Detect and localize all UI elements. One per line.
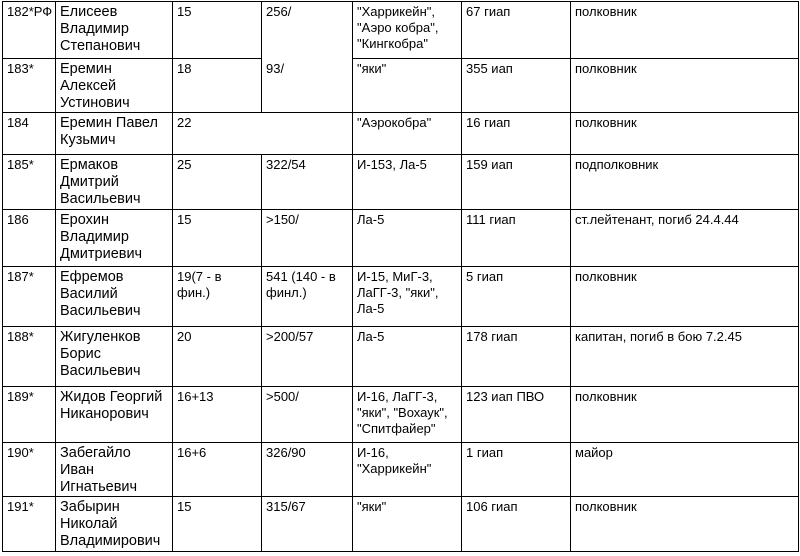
aircraft: "Аэрокобра" bbox=[353, 113, 462, 155]
rank: полковник bbox=[571, 2, 799, 59]
rank: капитан, погиб в бою 7.2.45 bbox=[571, 327, 799, 387]
pilot-name: Ермаков Дмитрий Васильевич bbox=[56, 155, 173, 210]
victories: 15 bbox=[173, 2, 262, 59]
pilot-name: Забегайло Иван Игнатьевич bbox=[56, 443, 173, 497]
regiment: 106 гиап bbox=[462, 497, 571, 552]
table-row bbox=[3, 267, 799, 327]
table-row bbox=[3, 327, 799, 387]
rank: ст.лейтенант, погиб 24.4.44 bbox=[571, 210, 799, 267]
table-row bbox=[3, 2, 799, 59]
pilot-name: Жигуленков Борис Васильевич bbox=[56, 327, 173, 387]
regiment: 355 иап bbox=[462, 59, 571, 113]
victories: 20 bbox=[173, 327, 262, 387]
row-number: 186 bbox=[3, 210, 56, 267]
table-row bbox=[3, 210, 799, 267]
victories: 25 bbox=[173, 155, 262, 210]
aircraft: И-16, ЛаГГ-3, "яки", "Вохаук", "Спитфайер" bbox=[353, 387, 462, 443]
rank: подполковник bbox=[571, 155, 799, 210]
aircraft: Ла-5 bbox=[353, 210, 462, 267]
victories: 22 bbox=[173, 113, 353, 155]
regiment: 1 гиап bbox=[462, 443, 571, 497]
aircraft: "яки" bbox=[353, 497, 462, 552]
row-number: 183* bbox=[3, 59, 56, 113]
row-number: 189* bbox=[3, 387, 56, 443]
table-row bbox=[3, 443, 799, 497]
sorties-battles: 256/ bbox=[262, 2, 353, 59]
victories: 15 bbox=[173, 497, 262, 552]
row-number: 188* bbox=[3, 327, 56, 387]
sorties-battles: >500/ bbox=[262, 387, 353, 443]
pilots-table bbox=[2, 1, 799, 552]
regiment: 5 гиап bbox=[462, 267, 571, 327]
sorties-battles: 326/90 bbox=[262, 443, 353, 497]
regiment: 178 гиап bbox=[462, 327, 571, 387]
table-row bbox=[3, 59, 799, 113]
rank: полковник bbox=[571, 267, 799, 327]
pilot-name: Елисеев Владимир Степанович bbox=[56, 2, 173, 59]
pilot-name: Забырин Николай Владимирович bbox=[56, 497, 173, 552]
rank: полковник bbox=[571, 113, 799, 155]
table-row bbox=[3, 497, 799, 552]
aircraft: "яки" bbox=[353, 59, 462, 113]
rank: полковник bbox=[571, 59, 799, 113]
pilot-name: Еремин Павел Кузьмич bbox=[56, 113, 173, 155]
sorties-battles: 93/ bbox=[262, 59, 353, 113]
sorties-battles: 322/54 bbox=[262, 155, 353, 210]
pilot-name: Еремин Алексей Устинович bbox=[56, 59, 173, 113]
row-number: 184 bbox=[3, 113, 56, 155]
regiment: 111 гиап bbox=[462, 210, 571, 267]
row-number: 187* bbox=[3, 267, 56, 327]
sorties-battles: 541 (140 - в финл.) bbox=[262, 267, 353, 327]
rank: полковник bbox=[571, 497, 799, 552]
sorties-battles: 315/67 bbox=[262, 497, 353, 552]
regiment: 16 гиап bbox=[462, 113, 571, 155]
victories: 16+6 bbox=[173, 443, 262, 497]
pilot-name: Ефремов Василий Васильевич bbox=[56, 267, 173, 327]
table-row bbox=[3, 155, 799, 210]
pilot-name: Жидов Георгий Никанорович bbox=[56, 387, 173, 443]
table-row bbox=[3, 113, 799, 155]
sorties-battles: >150/ bbox=[262, 210, 353, 267]
row-number: 182*РФ bbox=[3, 2, 56, 59]
victories: 18 bbox=[173, 59, 262, 113]
aircraft: И-153, Ла-5 bbox=[353, 155, 462, 210]
regiment: 159 иап bbox=[462, 155, 571, 210]
regiment: 123 иап ПВО bbox=[462, 387, 571, 443]
rank: полковник bbox=[571, 387, 799, 443]
row-number: 185* bbox=[3, 155, 56, 210]
pilot-name: Ерохин Владимир Дмитриевич bbox=[56, 210, 173, 267]
regiment: 67 гиап bbox=[462, 2, 571, 59]
aircraft: Ла-5 bbox=[353, 327, 462, 387]
victories: 15 bbox=[173, 210, 262, 267]
aircraft: И-16, "Харрикейн" bbox=[353, 443, 462, 497]
aircraft: "Харрикейн", "Аэро кобра", "Кингкобра" bbox=[353, 2, 462, 59]
victories: 19(7 - в фин.) bbox=[173, 267, 262, 327]
rank: майор bbox=[571, 443, 799, 497]
sorties-battles: >200/57 bbox=[262, 327, 353, 387]
row-number: 191* bbox=[3, 497, 56, 552]
table-row bbox=[3, 387, 799, 443]
row-number: 190* bbox=[3, 443, 56, 497]
aircraft: И-15, МиГ-3, ЛаГГ-3, "яки", Ла-5 bbox=[353, 267, 462, 327]
victories: 16+13 bbox=[173, 387, 262, 443]
